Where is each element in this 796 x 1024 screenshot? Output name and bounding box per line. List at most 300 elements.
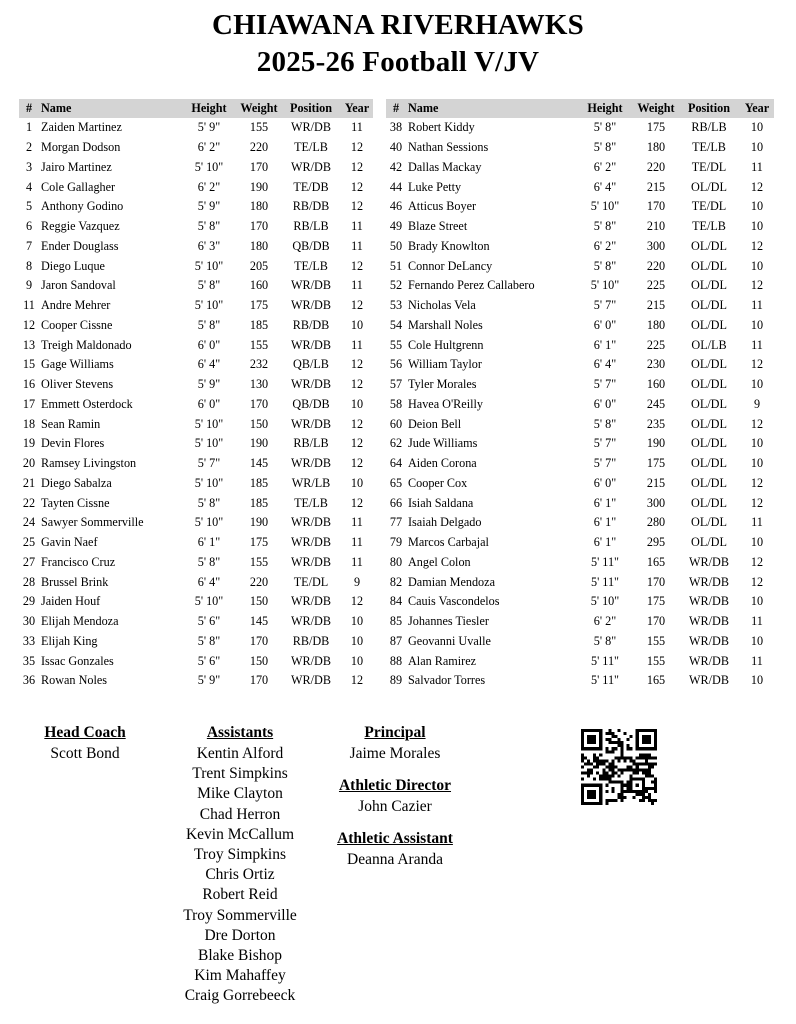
player-name: Gage Williams bbox=[41, 357, 114, 372]
player-weight: 190 bbox=[249, 515, 269, 530]
table-row bbox=[386, 177, 774, 197]
player-weight: 180 bbox=[249, 199, 269, 214]
player-name: Anthony Godino bbox=[41, 199, 124, 214]
table-row bbox=[19, 237, 373, 257]
player-year: 12 bbox=[350, 377, 364, 392]
player-height: 6' 0" bbox=[197, 337, 221, 352]
table-row bbox=[19, 592, 373, 612]
table-row bbox=[386, 553, 774, 573]
player-height: 6' 2" bbox=[197, 179, 221, 194]
player-name: Andre Mehrer bbox=[41, 298, 111, 313]
player-year: 12 bbox=[350, 179, 364, 194]
player-year: 10 bbox=[750, 535, 764, 550]
table-row bbox=[386, 296, 774, 316]
player-weight: 170 bbox=[646, 574, 666, 589]
player-height: 5' 10" bbox=[194, 159, 224, 174]
player-number: 82 bbox=[389, 574, 403, 589]
player-name: Atticus Boyer bbox=[408, 199, 477, 214]
player-year: 11 bbox=[351, 120, 363, 135]
table-row bbox=[19, 276, 373, 296]
player-year: 9 bbox=[353, 574, 361, 589]
player-number: 88 bbox=[389, 653, 403, 668]
player-name: Tyler Morales bbox=[408, 377, 477, 392]
player-name: Nicholas Vela bbox=[408, 298, 476, 313]
player-year: 12 bbox=[350, 357, 364, 372]
player-name: Angel Colon bbox=[408, 554, 471, 569]
player-weight: 225 bbox=[646, 278, 666, 293]
player-weight: 235 bbox=[646, 416, 666, 431]
player-height: 6' 2" bbox=[593, 159, 617, 174]
table-row bbox=[386, 158, 774, 178]
player-year: 11 bbox=[351, 278, 363, 293]
player-year: 12 bbox=[750, 416, 764, 431]
player-name: Emmett Osterdock bbox=[41, 396, 133, 411]
player-year: 12 bbox=[350, 298, 364, 313]
table-row bbox=[19, 138, 373, 158]
player-name: Jaron Sandoval bbox=[41, 278, 116, 293]
player-number: 24 bbox=[22, 515, 36, 530]
player-year: 12 bbox=[750, 238, 764, 253]
player-year: 10 bbox=[750, 436, 764, 451]
table-row bbox=[386, 395, 774, 415]
player-number: 13 bbox=[22, 337, 36, 352]
player-year: 11 bbox=[351, 219, 363, 234]
table-row bbox=[19, 493, 373, 513]
player-number: 7 bbox=[25, 238, 33, 253]
table-row bbox=[19, 395, 373, 415]
staff-name: Troy Simpkins bbox=[193, 846, 287, 864]
player-position: TE/LB bbox=[294, 495, 328, 510]
player-name: Connor DeLancy bbox=[408, 258, 493, 273]
player-name: Marshall Noles bbox=[408, 317, 483, 332]
player-position: WR/DB bbox=[291, 673, 331, 688]
player-height: 5' 6" bbox=[197, 653, 221, 668]
table-row bbox=[386, 414, 774, 434]
table-row bbox=[386, 138, 774, 158]
staff-name: Chris Ortiz bbox=[205, 866, 275, 884]
player-weight: 170 bbox=[646, 199, 666, 214]
table-row bbox=[19, 671, 373, 691]
column-header-position: Position bbox=[678, 99, 740, 118]
player-year: 10 bbox=[750, 456, 764, 471]
staff-name: Chad Herron bbox=[199, 805, 281, 823]
player-position: OL/DL bbox=[691, 258, 727, 273]
player-number: 19 bbox=[22, 436, 36, 451]
player-name: Francisco Cruz bbox=[41, 554, 116, 569]
player-number: 21 bbox=[22, 475, 36, 490]
player-height: 5' 7" bbox=[593, 377, 617, 392]
player-name: Brady Knowlton bbox=[408, 238, 490, 253]
player-height: 5' 8" bbox=[197, 633, 221, 648]
player-name: Cooper Cox bbox=[408, 475, 468, 490]
player-number: 27 bbox=[22, 554, 36, 569]
table-row bbox=[19, 355, 373, 375]
player-number: 84 bbox=[389, 594, 403, 609]
player-height: 5' 7" bbox=[593, 298, 617, 313]
player-weight: 215 bbox=[646, 179, 666, 194]
player-number: 36 bbox=[22, 673, 36, 688]
player-number: 3 bbox=[25, 159, 33, 174]
player-weight: 150 bbox=[249, 416, 269, 431]
player-weight: 170 bbox=[249, 633, 269, 648]
player-position: OL/DL bbox=[691, 278, 727, 293]
player-height: 5' 10" bbox=[194, 258, 224, 273]
table-row bbox=[19, 256, 373, 276]
player-name: Cooper Cissne bbox=[41, 317, 113, 332]
player-name: Diego Luque bbox=[41, 258, 105, 273]
player-position: OL/DL bbox=[691, 357, 727, 372]
player-name: Oliver Stevens bbox=[41, 377, 114, 392]
player-number: 55 bbox=[389, 337, 403, 352]
table-row bbox=[19, 513, 373, 533]
player-weight: 180 bbox=[249, 238, 269, 253]
table-row bbox=[19, 158, 373, 178]
player-position: WR/DB bbox=[291, 594, 331, 609]
player-height: 5' 8" bbox=[593, 120, 617, 135]
staff-name: Mike Clayton bbox=[197, 785, 283, 803]
player-height: 5' 11" bbox=[590, 673, 620, 688]
player-height: 5' 8" bbox=[593, 416, 617, 431]
player-position: OL/DL bbox=[691, 436, 727, 451]
table-row bbox=[19, 414, 373, 434]
player-weight: 175 bbox=[646, 456, 666, 471]
page-subtitle: 2025-26 Football V/JV bbox=[256, 46, 540, 78]
player-position: WR/DB bbox=[689, 574, 729, 589]
player-name: Dallas Mackay bbox=[408, 159, 482, 174]
player-year: 12 bbox=[750, 574, 764, 589]
table-header-row bbox=[19, 99, 373, 118]
player-year: 11 bbox=[351, 337, 363, 352]
player-weight: 145 bbox=[249, 614, 269, 629]
player-name: Damian Mendoza bbox=[408, 574, 495, 589]
player-weight: 170 bbox=[249, 159, 269, 174]
qr-code-icon[interactable] bbox=[581, 729, 657, 805]
table-row bbox=[386, 335, 774, 355]
staff-name: Kentin Alford bbox=[196, 745, 284, 762]
player-weight: 300 bbox=[646, 238, 666, 253]
player-year: 11 bbox=[351, 535, 363, 550]
player-height: 5' 10" bbox=[194, 475, 224, 490]
table-row bbox=[19, 553, 373, 573]
player-number: 38 bbox=[389, 120, 403, 135]
player-number: 17 bbox=[22, 396, 36, 411]
column-header-position: Position bbox=[281, 99, 341, 118]
roster-body-left bbox=[19, 118, 373, 691]
player-number: 64 bbox=[389, 456, 403, 471]
player-year: 12 bbox=[350, 416, 364, 431]
player-position: RB/LB bbox=[293, 219, 329, 234]
player-height: 5' 10" bbox=[590, 278, 620, 293]
player-weight: 165 bbox=[646, 554, 666, 569]
player-number: 46 bbox=[389, 199, 403, 214]
player-height: 5' 8" bbox=[593, 633, 617, 648]
player-height: 6' 1" bbox=[593, 337, 617, 352]
staff-name: John Cazier bbox=[358, 798, 432, 815]
player-year: 12 bbox=[750, 278, 764, 293]
player-weight: 160 bbox=[646, 377, 666, 392]
player-year: 10 bbox=[350, 614, 364, 629]
table-row bbox=[386, 217, 774, 237]
player-weight: 175 bbox=[646, 594, 666, 609]
player-number: 66 bbox=[389, 495, 403, 510]
player-year: 11 bbox=[751, 515, 763, 530]
player-name: Brussel Brink bbox=[41, 574, 109, 589]
player-weight: 225 bbox=[646, 337, 666, 352]
player-weight: 245 bbox=[646, 396, 666, 411]
assistants-section bbox=[165, 722, 315, 1007]
player-weight: 185 bbox=[249, 475, 269, 490]
player-number: 9 bbox=[25, 278, 33, 293]
player-position: OL/DL bbox=[691, 416, 727, 431]
staff-name: Jaime Morales bbox=[349, 745, 441, 762]
player-year: 10 bbox=[350, 396, 364, 411]
player-weight: 160 bbox=[249, 278, 269, 293]
table-row bbox=[386, 197, 774, 217]
player-height: 6' 1" bbox=[197, 535, 221, 550]
column-header-number: # bbox=[19, 99, 39, 118]
player-year: 11 bbox=[751, 337, 763, 352]
player-name: Cole Gallagher bbox=[41, 179, 116, 194]
player-year: 10 bbox=[750, 633, 764, 648]
player-position: RB/LB bbox=[691, 120, 727, 135]
player-weight: 190 bbox=[646, 436, 666, 451]
roster-table-right bbox=[386, 99, 774, 691]
table-row bbox=[386, 434, 774, 454]
player-year: 10 bbox=[350, 475, 364, 490]
player-number: 89 bbox=[389, 673, 403, 688]
player-name: Johannes Tiesler bbox=[408, 614, 489, 629]
player-name: Marcos Carbajal bbox=[408, 535, 489, 550]
player-year: 10 bbox=[750, 120, 764, 135]
player-weight: 220 bbox=[249, 140, 269, 155]
player-number: 12 bbox=[22, 317, 36, 332]
player-weight: 150 bbox=[249, 594, 269, 609]
player-year: 10 bbox=[350, 653, 364, 668]
player-number: 77 bbox=[389, 515, 403, 530]
page-title: CHIAWANA RIVERHAWKS bbox=[211, 9, 584, 41]
player-position: WR/DB bbox=[291, 653, 331, 668]
player-position: WR/DB bbox=[291, 535, 331, 550]
player-year: 10 bbox=[750, 377, 764, 392]
player-weight: 180 bbox=[646, 140, 666, 155]
player-weight: 170 bbox=[249, 219, 269, 234]
player-number: 52 bbox=[389, 278, 403, 293]
table-row bbox=[386, 237, 774, 257]
player-position: WR/DB bbox=[291, 377, 331, 392]
player-number: 1 bbox=[25, 120, 33, 135]
player-position: WR/DB bbox=[689, 594, 729, 609]
player-position: RB/DB bbox=[292, 633, 330, 648]
column-header-year: Year bbox=[740, 99, 774, 118]
player-height: 6' 4" bbox=[197, 574, 221, 589]
player-height: 6' 0" bbox=[593, 475, 617, 490]
table-row bbox=[19, 316, 373, 336]
player-number: 25 bbox=[22, 535, 36, 550]
player-number: 44 bbox=[389, 179, 403, 194]
staff-name: Trent Simpkins bbox=[192, 765, 288, 783]
player-number: 49 bbox=[389, 219, 403, 234]
player-number: 57 bbox=[389, 377, 403, 392]
player-weight: 185 bbox=[249, 317, 269, 332]
player-year: 11 bbox=[351, 515, 363, 530]
player-number: 65 bbox=[389, 475, 403, 490]
player-weight: 232 bbox=[249, 357, 269, 372]
column-header-number: # bbox=[386, 99, 406, 118]
table-row bbox=[386, 632, 774, 652]
player-height: 5' 8" bbox=[197, 317, 221, 332]
table-row bbox=[386, 276, 774, 296]
player-year: 12 bbox=[750, 554, 764, 569]
player-height: 6' 2" bbox=[593, 238, 617, 253]
player-position: WR/DB bbox=[291, 120, 331, 135]
player-weight: 220 bbox=[646, 258, 666, 273]
player-position: TE/DL bbox=[691, 199, 727, 214]
staff-name: Deanna Aranda bbox=[347, 851, 443, 868]
player-name: Treigh Maldonado bbox=[41, 337, 132, 352]
player-position: OL/DL bbox=[691, 475, 727, 490]
column-header-height: Height bbox=[181, 99, 237, 118]
player-position: OL/DL bbox=[691, 456, 727, 471]
player-position: QB/DB bbox=[292, 238, 330, 253]
player-number: 42 bbox=[389, 159, 403, 174]
player-height: 5' 8" bbox=[197, 219, 221, 234]
player-year: 10 bbox=[750, 594, 764, 609]
player-weight: 155 bbox=[249, 554, 269, 569]
table-row bbox=[386, 256, 774, 276]
player-number: 29 bbox=[22, 594, 36, 609]
player-position: WR/DB bbox=[291, 456, 331, 471]
table-row bbox=[19, 375, 373, 395]
player-weight: 280 bbox=[646, 515, 666, 530]
player-name: William Taylor bbox=[408, 357, 482, 372]
player-height: 5' 8" bbox=[197, 278, 221, 293]
player-name: Tayten Cissne bbox=[41, 495, 110, 510]
player-position: QB/LB bbox=[293, 357, 329, 372]
table-row bbox=[19, 474, 373, 494]
player-year: 12 bbox=[350, 456, 364, 471]
player-name: Ramsey Livingston bbox=[41, 456, 137, 471]
player-year: 11 bbox=[751, 159, 763, 174]
player-height: 6' 0" bbox=[593, 317, 617, 332]
player-position: WR/DB bbox=[291, 298, 331, 313]
player-number: 11 bbox=[23, 298, 35, 313]
player-year: 10 bbox=[750, 199, 764, 214]
player-height: 6' 1" bbox=[593, 495, 617, 510]
player-weight: 220 bbox=[249, 574, 269, 589]
player-year: 12 bbox=[350, 140, 364, 155]
player-year: 12 bbox=[350, 673, 364, 688]
player-height: 5' 10" bbox=[194, 298, 224, 313]
player-name: Deion Bell bbox=[408, 416, 462, 431]
player-weight: 230 bbox=[646, 357, 666, 372]
player-position: OL/DL bbox=[691, 396, 727, 411]
player-number: 33 bbox=[22, 633, 36, 648]
player-weight: 185 bbox=[249, 495, 269, 510]
staff-name: Blake Bishop bbox=[198, 947, 282, 965]
player-name: Reggie Vazquez bbox=[41, 219, 120, 234]
player-position: TE/LB bbox=[294, 258, 328, 273]
table-row bbox=[19, 177, 373, 197]
player-weight: 155 bbox=[646, 633, 666, 648]
player-name: Alan Ramirez bbox=[408, 653, 477, 668]
player-name: Robert Kiddy bbox=[408, 120, 475, 135]
player-height: 5' 11" bbox=[590, 653, 620, 668]
athletic-assistant-label: Athletic Assistant bbox=[337, 830, 453, 847]
player-weight: 155 bbox=[646, 653, 666, 668]
table-row bbox=[386, 355, 774, 375]
player-name: Elijah Mendoza bbox=[41, 614, 119, 629]
roster-table-left bbox=[19, 99, 373, 691]
player-position: WR/DB bbox=[291, 337, 331, 352]
player-year: 10 bbox=[750, 317, 764, 332]
player-name: Blaze Street bbox=[408, 219, 468, 234]
player-position: OL/DL bbox=[691, 238, 727, 253]
player-position: WR/DB bbox=[291, 554, 331, 569]
player-name: Cauis Vascondelos bbox=[408, 594, 500, 609]
principal-section bbox=[325, 722, 465, 764]
player-height: 5' 9" bbox=[197, 377, 221, 392]
player-number: 80 bbox=[389, 554, 403, 569]
table-row bbox=[386, 651, 774, 671]
player-year: 12 bbox=[750, 475, 764, 490]
player-weight: 180 bbox=[646, 317, 666, 332]
player-weight: 130 bbox=[249, 377, 269, 392]
player-name: Gavin Naef bbox=[41, 535, 98, 550]
player-position: WR/DB bbox=[689, 633, 729, 648]
player-number: 79 bbox=[389, 535, 403, 550]
player-name: Diego Sabalza bbox=[41, 475, 112, 490]
player-height: 6' 3" bbox=[197, 238, 221, 253]
player-position: TE/DB bbox=[293, 179, 329, 194]
table-row bbox=[19, 454, 373, 474]
player-height: 5' 8" bbox=[197, 554, 221, 569]
player-name: Fernando Perez Callabero bbox=[408, 278, 535, 293]
player-height: 6' 0" bbox=[197, 396, 221, 411]
player-number: 51 bbox=[389, 258, 403, 273]
player-name: Isiah Saldana bbox=[408, 495, 474, 510]
table-row bbox=[19, 533, 373, 553]
player-number: 22 bbox=[22, 495, 36, 510]
table-row bbox=[386, 474, 774, 494]
player-height: 5' 7" bbox=[197, 456, 221, 471]
player-weight: 175 bbox=[249, 298, 269, 313]
athletic-director-section bbox=[325, 775, 465, 817]
table-row bbox=[386, 513, 774, 533]
player-number: 2 bbox=[25, 140, 33, 155]
staff-name: Kevin McCallum bbox=[185, 825, 295, 843]
player-year: 12 bbox=[350, 436, 364, 451]
table-row bbox=[386, 118, 774, 138]
player-name: Geovanni Uvalle bbox=[408, 633, 491, 648]
player-year: 11 bbox=[351, 238, 363, 253]
player-name: Jude Williams bbox=[408, 436, 478, 451]
player-height: 5' 9" bbox=[197, 199, 221, 214]
player-year: 10 bbox=[750, 673, 764, 688]
principal-label: Principal bbox=[364, 724, 426, 741]
staff-name: Troy Sommerville bbox=[183, 906, 297, 924]
player-year: 12 bbox=[350, 594, 364, 609]
table-row bbox=[19, 632, 373, 652]
player-weight: 175 bbox=[249, 535, 269, 550]
player-weight: 155 bbox=[249, 337, 269, 352]
player-name: Havea O'Reilly bbox=[408, 396, 483, 411]
player-name: Rowan Noles bbox=[41, 673, 108, 688]
player-position: TE/DL bbox=[691, 159, 727, 174]
player-position: WR/DB bbox=[291, 614, 331, 629]
table-row bbox=[386, 375, 774, 395]
player-height: 5' 11" bbox=[590, 554, 620, 569]
player-height: 5' 6" bbox=[197, 614, 221, 629]
